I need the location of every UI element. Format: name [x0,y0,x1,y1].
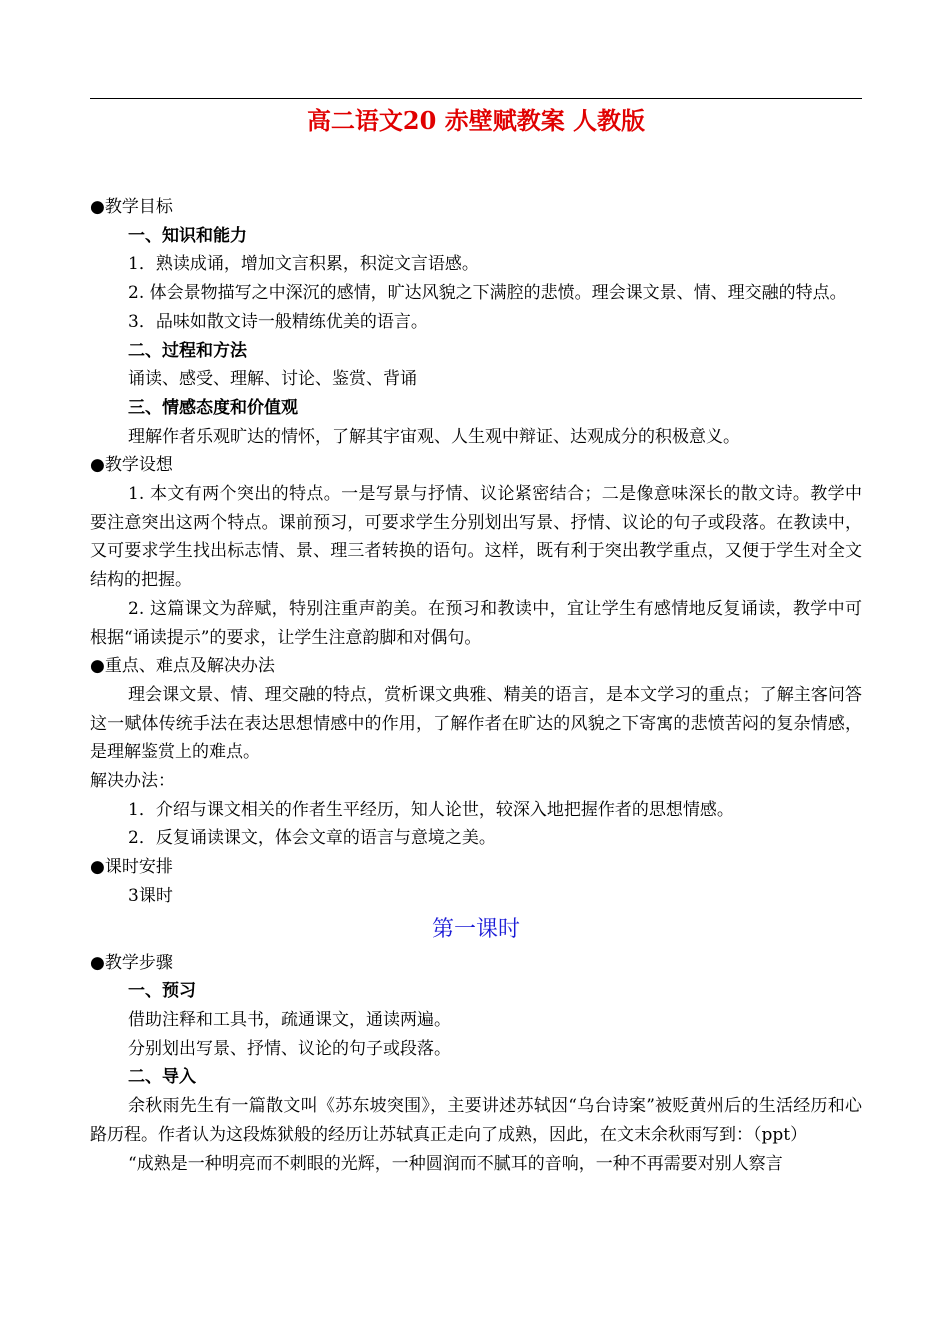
text-line: 3．品味如散文诗一般精练优美的语言。 [128,311,428,332]
text-line: 3课时 [128,885,173,906]
text-line: 诵读、感受、理解、讨论、鉴赏、背诵 [128,369,417,390]
text-line: 解决办法： [90,771,175,792]
text-line: ●教学目标 [90,197,173,217]
text-line: 2. 体会景物描写之中深沉的感情，旷达风貌之下满腔的悲愤。理会课文景、情、理交融的特点。 [128,283,847,304]
text-line: 二、导入 [128,1067,196,1088]
document-title: 高二语文20 赤壁赋教案 人教版 [306,106,646,135]
text-line: 1. 本文有两个突出的特点。一是写景与抒情、议论紧密结合；二是像意味深长的散文诗。教学中要注意突出这两个特点。课前预习，可要求学生分别划出写景、抒情、议论的句子或段落。在教读中，又可要求学生找出标志情、景、理三者转换的语句。这样，既有利于突出教学重点，又便于学生对全文结构的把握。 [90,484,862,591]
text-line: 分别划出写景、抒情、议论的句子或段落。 [128,1038,451,1059]
text-line: 理会课文景、情、理交融的特点，赏析课文典雅、精美的语言，是本文学习的重点；了解主客问答这一赋体传统手法在表达思想情感中的作用，了解作者在旷达的风貌之下寄寓的悲愤苦闷的复杂情感，是理解鉴赏上的难点。 [90,684,862,763]
text-line: 借助注释和工具书，疏通课文，通读两遍。 [128,1009,451,1030]
text-line: 1．熟读成诵，增加文言积累，积淀文言语感。 [128,254,479,275]
text-line: 三、情感态度和价值观 [128,397,298,418]
text-line: ●教学步骤 [90,952,173,973]
text-line: 2．反复诵读课文，体会文章的语言与意境之美。 [128,828,496,849]
text-line: 一、知识和能力 [128,225,247,246]
text-line: 一、预习 [128,981,196,1002]
lesson-heading: 第一课时 [431,916,520,942]
text-line: “成熟是一种明亮而不刺眼的光辉，一种圆润而不腻耳的音响，一种不再需要对别人察言 [128,1153,783,1174]
text-line: ●重点、难点及解决办法 [90,656,275,677]
document-body [90,193,862,1178]
text-line: ●教学设想 [90,455,173,476]
text-line: 二、过程和方法 [128,340,247,361]
text-line: ●课时安排 [90,857,173,878]
header-rule [90,98,862,99]
text-line: 1．介绍与课文相关的作者生平经历，知人论世，较深入地把握作者的思想情感。 [128,799,734,820]
text-line: 理解作者乐观旷达的情怀，了解其宇宙观、人生观中辩证、达观成分的积极意义。 [128,426,740,447]
text-line: 余秋雨先生有一篇散文叫《苏东坡突围》，主要讲述苏轼因“乌台诗案”被贬黄州后的生活经历和心路历程。作者认为这段炼狱般的经历让苏轼真正走向了成熟，因此，在文末余秋雨写到：（ppt） [90,1096,862,1145]
text-line: 2. 这篇课文为辞赋，特别注重声韵美。在预习和教读中，宜让学生有感情地反复诵读，教学中可根据“诵读提示”的要求，让学生注意韵脚和对偶句。 [90,598,862,648]
